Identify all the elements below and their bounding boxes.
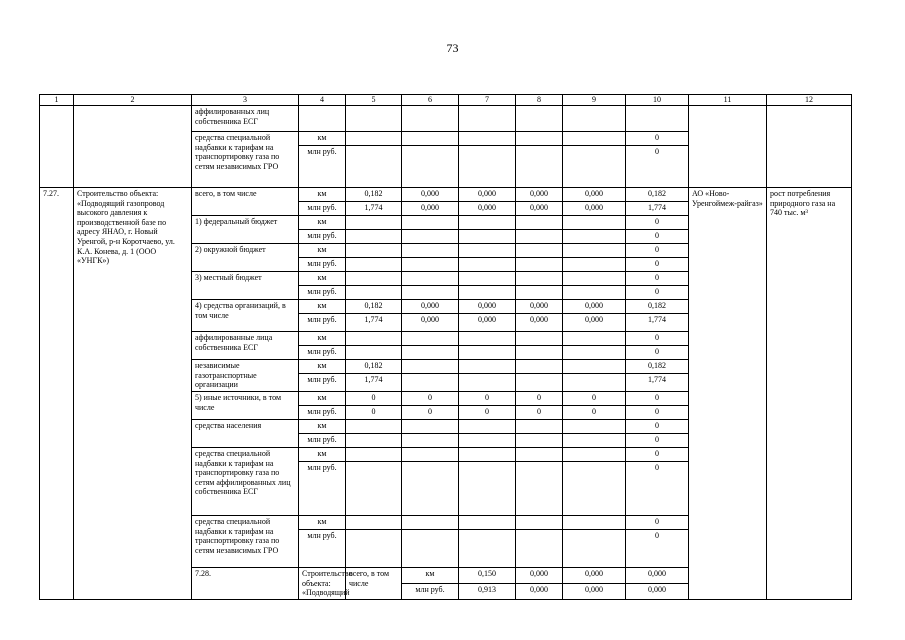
table-row: 3) местный бюджет км 0 bbox=[40, 272, 852, 286]
page-number: 73 bbox=[446, 41, 459, 55]
table-row: 1) федеральный бюджет км 0 bbox=[40, 216, 852, 230]
table-row: млн руб. 0 bbox=[40, 286, 852, 300]
table-row bbox=[40, 106, 852, 132]
table-row: средства населения км 0 bbox=[40, 420, 852, 434]
col-header: 2 bbox=[74, 95, 192, 106]
table-row: 4) средства организаций, в том числе км 0,182 0,000 0,000 0,000 0,000 0,182 bbox=[40, 300, 852, 314]
table-row: млн руб. 1,774 0,000 0,000 0,000 0,000 1,774 bbox=[40, 202, 852, 216]
table-row: млн руб. 0 0 0 0 0 0 bbox=[40, 406, 852, 420]
col-header: 11 bbox=[689, 95, 767, 106]
source-label: 1) федеральный бюджет bbox=[192, 216, 299, 244]
table-row: млн руб. 0 bbox=[40, 462, 852, 516]
table-row: независимые газотранспортные организации км 0,182 0,182 bbox=[40, 360, 852, 374]
table-row: млн руб. 1,774 1,774 bbox=[40, 374, 852, 392]
item-number: 7.28. bbox=[192, 568, 299, 600]
source-label: средства населения bbox=[192, 420, 299, 448]
col-header: 4 bbox=[299, 95, 346, 106]
col-header: 7 bbox=[459, 95, 516, 106]
object-name: Строительство объекта: «Подводящий газопровод высокого давления к производственной базе по адресу ЯНАО, г. Новый Уренгой, р-н Коротчаево, ул. К.А. Конева, д. 1 (ООО «УНГК») bbox=[74, 188, 192, 600]
table-row: аффилированные лица собственника ЕСГ км 0 bbox=[40, 332, 852, 346]
header-row bbox=[40, 95, 852, 106]
table-row: 2) окружной бюджет км 0 bbox=[40, 244, 852, 258]
col-header: 1 bbox=[40, 95, 74, 106]
source-label: 3) местный бюджет bbox=[192, 272, 299, 300]
table-row: млн руб. 0 bbox=[40, 530, 852, 568]
col-header: 10 bbox=[626, 95, 689, 106]
source-label: независимые газотранспортные организации bbox=[192, 360, 299, 392]
investment-program-table bbox=[39, 94, 852, 600]
item-number: 7.27. bbox=[40, 188, 74, 600]
table-row: 5) иные источники, в том числе км 0 0 0 0 0 0 bbox=[40, 392, 852, 406]
col-header: 6 bbox=[402, 95, 459, 106]
table-row: млн руб. 0 bbox=[40, 346, 852, 360]
col-header: 9 bbox=[563, 95, 626, 106]
table-row: млн руб. 0 bbox=[40, 146, 852, 188]
col-header: 5 bbox=[346, 95, 402, 106]
table-row: млн руб. 0 bbox=[40, 230, 852, 244]
table-row: средства специальной надбавки к тарифам на транспортировку газа по сетям независимых ГРО км 0 bbox=[40, 132, 852, 146]
col-header: 3 bbox=[192, 95, 299, 106]
source-label: 5) иные источники, в том числе bbox=[192, 392, 299, 420]
source-label: средства специальной надбавки к тарифам на транспортировку газа по сетям независимых ГРО bbox=[192, 516, 299, 568]
table-row: средства специальной надбавки к тарифам на транспортировку газа по сетям аффилированных лиц собственника ЕСГ км 0 bbox=[40, 448, 852, 462]
owner: АО «Ново-Уренгоймеж-райгаз» bbox=[689, 188, 767, 600]
source-label: средства специальной надбавки к тарифам на транспортировку газа по сетям аффилированных лиц собственника ЕСГ bbox=[192, 448, 299, 516]
source-label: 2) окружной бюджет bbox=[192, 244, 299, 272]
source-label: всего, в том числе bbox=[346, 568, 402, 600]
source-label: всего, в том числе bbox=[192, 188, 299, 216]
source-label: аффилированных лиц собственника ЕСГ bbox=[192, 106, 299, 132]
table-row: млн руб. 0,913 0,000 0,000 0,000 bbox=[40, 583, 852, 599]
table-row: млн руб. 0 bbox=[40, 434, 852, 448]
table-row: млн руб. 0 bbox=[40, 258, 852, 272]
col-header: 8 bbox=[516, 95, 563, 106]
object-name: Строительство объекта: «Подводящий bbox=[299, 568, 346, 600]
source-label: аффилированные лица собственника ЕСГ bbox=[192, 332, 299, 360]
table-row: млн руб. 1,774 0,000 0,000 0,000 0,000 1,774 bbox=[40, 314, 852, 332]
table-row: 7.28. Строительство объекта: «Подводящий всего, в том числе км 0,150 0,000 0,000 0,000 bbox=[40, 568, 852, 584]
col-header: 12 bbox=[767, 95, 852, 106]
source-label: 4) средства организаций, в том числе bbox=[192, 300, 299, 332]
source-label: средства специальной надбавки к тарифам на транспортировку газа по сетям независимых ГРО bbox=[192, 132, 299, 188]
effect: рост потребления природного газа на 740 тыс. м³ bbox=[767, 188, 852, 600]
table-row: 7.27. Строительство объекта: «Подводящий газопровод высокого давления к производственной базе по адресу ЯНАО, г. Новый Уренгой, р-н Коротчаево, ул. К.А. Конева, д. 1 (ООО «УНГК») всего, в том числе км 0,182 0,000 0,000 0,000 0,000 0,182 АО «Ново-Уренгоймеж-райгаз» рост потребления природного газа на 740 тыс. м³ bbox=[40, 188, 852, 202]
table-row: средства специальной надбавки к тарифам на транспортировку газа по сетям независимых ГРО км 0 bbox=[40, 516, 852, 530]
